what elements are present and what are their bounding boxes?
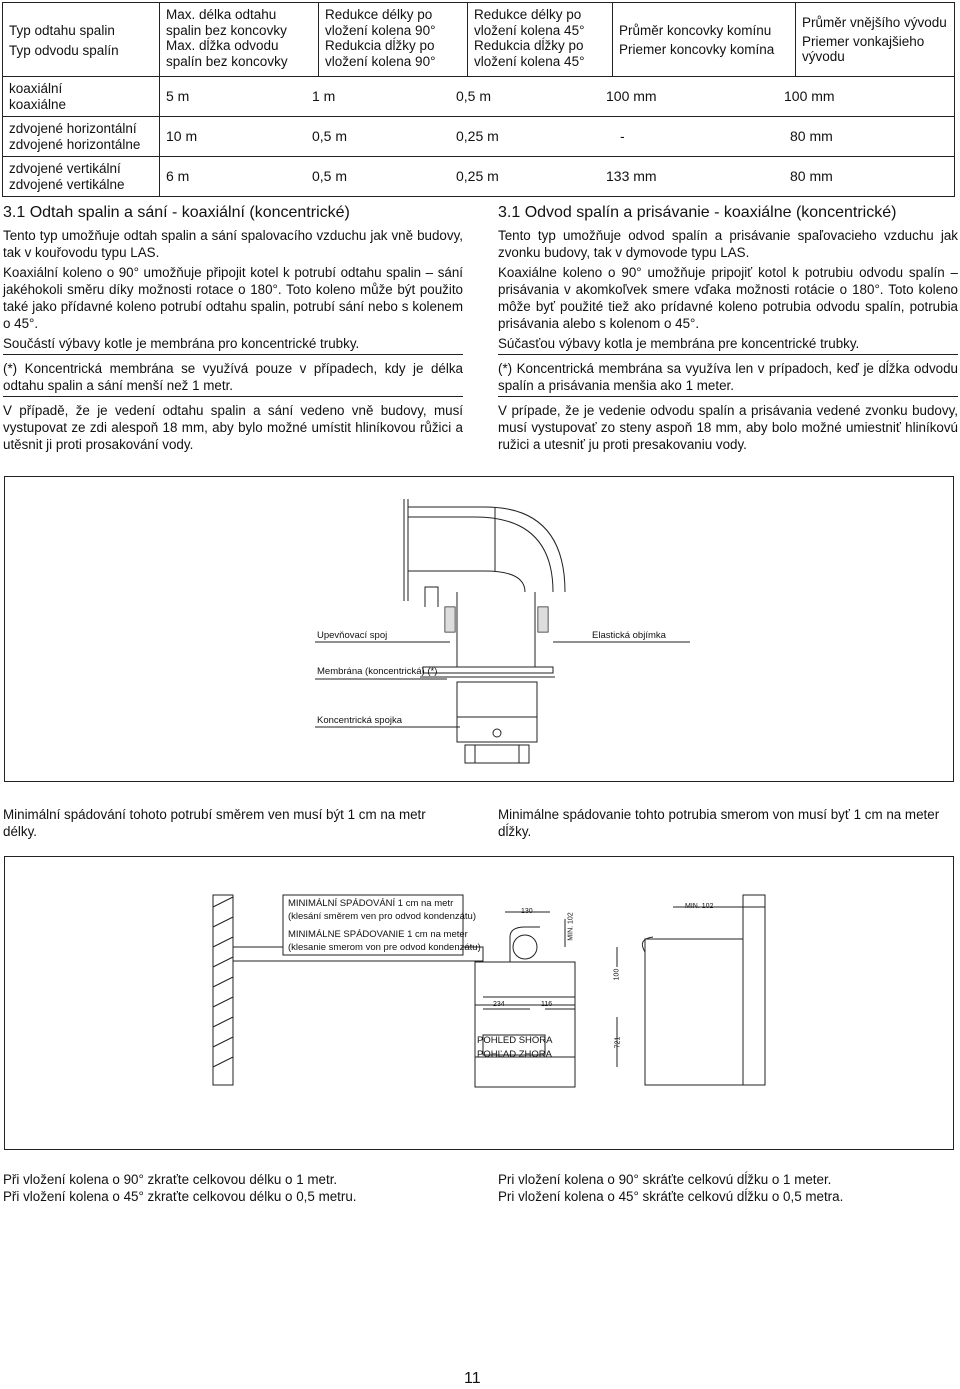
header-flue-type <box>3 3 160 77</box>
note-line-1: MINIMÁLNÍ SPÁDOVÁNÍ 1 cm na metr <box>288 898 454 909</box>
header-text: Typ odvodu spalín <box>9 42 119 58</box>
slope-text-sk: Minimálne spádovanie tohto potrubia smerom von musí byť 1 cm na meter dĺžky. <box>498 807 940 839</box>
dim-116: 116 <box>541 1001 553 1008</box>
dim-min102: MIN. 102 <box>685 903 714 910</box>
elbow-45-note: Při vložení kolena o 45° zkraťte celkovou délku o 0,5 metru. <box>3 1189 357 1204</box>
row-values <box>160 117 955 157</box>
dim-721: 721 <box>614 1036 622 1049</box>
elbow-90-note: Při vložení kolena o 90° zkraťte celkovou délku o 1 metr. <box>3 1172 338 1187</box>
paragraph: V prípade, že je vedenie odvodu spalín a prisávania vedené zvonku budovy, musí vystupovať zo steny aspoň 18 mm, aby bolo možné umiestniť hliníkovú ružici a utesniť ju proti presakovaniu vody. <box>498 403 958 452</box>
value-reduction-45: 0,25 m <box>456 128 499 144</box>
header-text: Průměr vnějšího vývodu <box>802 15 947 30</box>
flue-spec-table <box>2 2 955 197</box>
row-values <box>160 157 955 197</box>
row-label-sk: zdvojené horizontálne <box>9 136 141 152</box>
value-chimney-diameter: - <box>620 128 625 144</box>
note-line-3: MINIMÁLNE SPÁDOVANIE 1 cm na meter <box>288 929 468 940</box>
value-outlet-diameter: 80 mm <box>790 128 833 144</box>
row-values <box>160 77 955 117</box>
elbow-note-sk <box>498 1171 953 1205</box>
table-row <box>3 77 955 117</box>
paragraph: Tento typ umožňuje odvod spalín a prisávanie spaľovacieho vzduchu jak zvonku budovy, tak v dymovode typu LAS. <box>498 228 958 260</box>
dim-130: 130 <box>521 908 533 915</box>
row-label <box>3 157 160 197</box>
table-row <box>3 157 955 197</box>
value-reduction-45: 0,25 m <box>456 168 499 184</box>
elbow-figure <box>4 476 954 782</box>
row-label-sk: zdvojené vertikálne <box>9 176 125 192</box>
value-chimney-diameter: 100 mm <box>606 88 657 104</box>
paragraph: (*) Koncentrická membrána se využívá pouze v případech, kdy je délka odtahu spalin a sání menší než 1 metr. <box>3 360 463 397</box>
header-reduction-45 <box>468 3 613 77</box>
value-max-length: 6 m <box>166 168 190 184</box>
note-line-4: (klesanie smerom von pre odvod kondenzátu) <box>288 942 481 953</box>
value-chimney-diameter: 133 mm <box>606 168 657 184</box>
paragraph: (*) Koncentrická membrána sa využíva len v prípadoch, keď je dĺžka odvodu spalín a prisávania menšia ako 1 meter. <box>498 360 958 397</box>
value-reduction-90: 0,5 m <box>312 168 348 184</box>
label-concentric-coupling: Koncentrická spojka <box>317 715 403 726</box>
installation-drawing <box>5 857 953 1149</box>
header-chimney-diameter <box>613 3 796 77</box>
value-reduction-45: 0,5 m <box>456 88 492 104</box>
section-heading: 3.1 Odtah spalin a sání - koaxiální (koncentrické) <box>3 204 350 221</box>
label-membrane: Membrána (koncentrická) (*) <box>317 666 438 677</box>
header-text: Priemer koncovky komína <box>619 41 775 57</box>
table-row <box>3 117 955 157</box>
view-from-above-cz: POHLED SHORA <box>477 1035 553 1046</box>
paragraph: Součástí výbavy kotle je membrána pro koncentrické trubky. <box>3 335 463 355</box>
coaxial-elbow-drawing <box>5 477 953 781</box>
table-header-row <box>3 3 955 77</box>
dim-234: 234 <box>493 1001 505 1008</box>
elbow-90-note: Pri vložení kolena o 90° skráťte celkovú dĺžku o 1 meter. <box>498 1172 832 1187</box>
header-text: Redukce délky po vložení kolena 90° <box>325 7 436 38</box>
header-text: Max. dĺžka odvodu spalín bez koncovky <box>166 38 288 69</box>
elbow-45-note: Pri vložení kolena o 45° skráťte celkovú dĺžku o 0,5 metra. <box>498 1189 844 1204</box>
dim-100: 100 <box>613 968 621 981</box>
header-max-length <box>160 3 319 77</box>
paragraph: Koaxiálne koleno o 90° umožňuje pripojiť kotol k potrubiu odvodu spalín – prisávania v akomkoľvek smere vďaka možnosti rotácie o 180°. Toto koleno môže byť použité tiež ako prídavné koleno potrubia odvodu spalín, potrubia prisávania alebo s kolenom o 45°. <box>498 265 958 331</box>
header-reduction-90 <box>319 3 468 77</box>
view-from-above-sk: POHĽAD ZHORA <box>477 1049 552 1060</box>
value-outlet-diameter: 100 mm <box>784 88 835 104</box>
paragraph: Koaxiální koleno o 90° umožňuje připojit kotel k potrubí odtahu spalin – sání jakéhokoli směru díky možnosti rotace o 180°. Toto koleno může být použito také jako přídavné koleno potrubí odtahu spalin, potrubí sání nebo s kolenem o 45°. <box>3 265 463 331</box>
installation-figure <box>4 856 954 1150</box>
row-label-cz: zdvojené horizontální <box>9 121 137 136</box>
header-text: Max. délka odtahu spalin bez koncovky <box>166 7 287 38</box>
dim-min102-vertical: MIN. 102 <box>567 912 575 941</box>
value-max-length: 5 m <box>166 88 190 104</box>
section-right-sk <box>498 204 958 456</box>
section-heading: 3.1 Odvod spalín a prisávanie - koaxiálne (koncentrické) <box>498 204 897 221</box>
row-label-sk: koaxiálne <box>9 96 67 112</box>
value-max-length: 10 m <box>166 128 198 144</box>
header-text: Redukcia dĺžky po vložení kolena 90° <box>325 38 436 69</box>
value-reduction-90: 0,5 m <box>312 128 348 144</box>
row-label <box>3 77 160 117</box>
page-number: 11 <box>464 1370 481 1387</box>
paragraph: Súčasťou výbavy kotla je membrána pre koncentrické trubky. <box>498 335 958 355</box>
header-text: Typ odtahu spalin <box>9 23 115 38</box>
label-elastic-clamp: Elastická objímka <box>592 630 666 641</box>
label-fixing-joint: Upevňovací spoj <box>317 630 388 641</box>
header-text: Redukcia dĺžky po vložení kolena 45° <box>474 38 585 69</box>
elbow-note-cz <box>3 1171 473 1205</box>
header-outlet-diameter <box>796 3 955 77</box>
section-left-cz <box>3 204 463 456</box>
row-label <box>3 117 160 157</box>
note-line-2: (klesání směrem ven pro odvod kondenzátu) <box>288 911 476 922</box>
header-text: Priemer vonkajšieho vývodu <box>802 33 925 64</box>
header-text: Průměr koncovky komínu <box>619 23 772 38</box>
row-label-cz: zdvojené vertikální <box>9 161 121 176</box>
header-text: Redukce délky po vložení kolena 45° <box>474 7 585 38</box>
row-label-cz: koaxiální <box>9 81 63 96</box>
paragraph: Tento typ umožňuje odtah spalin a sání spalovacího vzduchu jak vně budovy, tak v kouřovodu typu LAS. <box>3 228 463 260</box>
paragraph: V případě, že je vedení odtahu spalin a sání vedeno vně budovy, musí vystupovat ze zdi alespoň 18 mm, aby bylo možné umístit hliníkovou růžici a utěsnit ji proti prosakování vody. <box>3 403 463 452</box>
value-outlet-diameter: 80 mm <box>790 168 833 184</box>
value-reduction-90: 1 m <box>312 88 336 104</box>
slope-text-cz: Minimální spádování tohoto potrubí směrem ven musí být 1 cm na metr délky. <box>3 807 426 839</box>
